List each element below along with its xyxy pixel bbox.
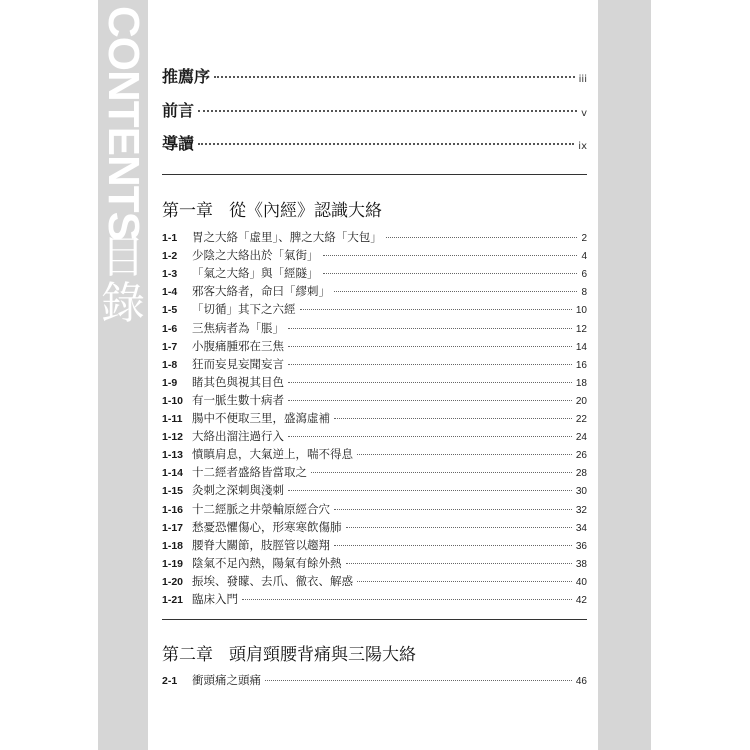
dot-leader <box>288 382 572 383</box>
front-matter-row[interactable] <box>162 98 587 121</box>
entry-title: 衝頭痛之頭痛 <box>192 673 261 687</box>
entry-title: 睹其色與視其目色 <box>192 374 284 389</box>
dot-leader <box>334 418 572 419</box>
page-number: 10 <box>575 305 587 317</box>
entry-title: 有一脈生數十病者 <box>192 392 284 407</box>
page-number: 34 <box>575 522 587 534</box>
entry-number: 1-10 <box>162 394 184 407</box>
entry-number: 1-17 <box>162 521 184 534</box>
entry-title: 三焦病者為「脹」 <box>192 320 284 335</box>
toc-entry[interactable] <box>162 555 587 571</box>
entry-title: 臨床入門 <box>192 592 238 606</box>
dot-leader <box>300 309 572 310</box>
toc-entry[interactable] <box>162 283 587 299</box>
page-number: 36 <box>575 540 587 552</box>
entry-number: 1-19 <box>162 557 184 570</box>
page-number: iii <box>578 74 587 85</box>
toc-entry[interactable] <box>162 446 587 462</box>
entry-title: 十二經者盛絡皆當取之 <box>192 465 307 480</box>
toc-entry[interactable] <box>162 591 587 607</box>
dot-leader <box>198 110 577 112</box>
entry-title: 陰氣不足內熱，陽氣有餘外熱 <box>192 555 342 570</box>
entry-title: 灸刺之深刺與淺刺 <box>192 483 284 498</box>
entry-title: 憤瞋肩息，大氣逆上，喘不得息 <box>192 447 353 462</box>
entry-title: 振埃、發矇、去爪、徹衣、解惑 <box>192 573 353 588</box>
page-number: 26 <box>575 450 587 462</box>
entry-title: 大絡出溜注過行入 <box>192 429 284 444</box>
front-matter-title: 導讀 <box>162 134 195 153</box>
dot-leader <box>311 472 572 473</box>
entry-title: 愁憂恐懼傷心，形寒寒飲傷肺 <box>192 519 342 534</box>
dot-leader <box>323 255 578 256</box>
page-number: 12 <box>575 323 587 335</box>
entry-number: 1-11 <box>162 413 183 425</box>
dot-leader <box>346 527 572 528</box>
chapter-title: 頭肩頸腰背痛與三陽大絡 <box>229 645 416 665</box>
toc-entry[interactable] <box>162 356 587 372</box>
page-number: 6 <box>581 269 587 281</box>
page-number: 14 <box>575 341 587 353</box>
page-margin-right <box>598 0 651 750</box>
entry-number: 1-14 <box>162 467 184 480</box>
page-number: ix <box>578 141 587 152</box>
entry-number: 1-7 <box>162 340 178 353</box>
toc-entry[interactable] <box>162 573 587 589</box>
dot-leader <box>288 328 572 329</box>
entry-number: 1-6 <box>162 322 178 335</box>
dot-leader <box>242 599 572 600</box>
page-number: 20 <box>575 395 587 407</box>
dot-leader <box>288 436 572 437</box>
toc-entry[interactable] <box>162 501 587 517</box>
entry-number: 1-20 <box>162 575 184 588</box>
entry-title: 腰脊大關節，肢脛管以趨翔 <box>192 537 330 552</box>
front-matter-title: 前言 <box>162 101 195 120</box>
chapter-number: 第二章 <box>162 645 213 665</box>
page-number: 18 <box>575 377 587 389</box>
dot-leader <box>357 581 572 582</box>
dot-leader <box>334 291 577 292</box>
entry-number: 1-1 <box>162 232 178 244</box>
page-number: 4 <box>581 251 587 263</box>
chapter-number: 第一章 <box>162 201 213 221</box>
mulu-char-1: 目 <box>101 232 145 283</box>
entry-number: 2-1 <box>162 675 178 687</box>
entry-number: 1-9 <box>162 376 178 389</box>
entry-title: 「氣之大絡」與「經隧」 <box>192 266 319 281</box>
dot-leader <box>198 143 574 145</box>
entry-title: 小腹痛腫邪在三焦 <box>192 338 284 353</box>
page-number: 32 <box>575 504 587 516</box>
entry-title: 「切循」其下之六經 <box>192 302 296 317</box>
dot-leader <box>288 490 572 491</box>
section-divider <box>162 619 587 620</box>
entry-number: 1-18 <box>162 539 184 552</box>
chapter-heading[interactable] <box>162 196 382 221</box>
mulu-heading <box>100 232 146 329</box>
dot-leader <box>288 346 572 347</box>
toc-entry[interactable] <box>162 265 587 281</box>
dot-leader <box>323 273 578 274</box>
toc-entry[interactable] <box>162 392 587 408</box>
dot-leader <box>334 509 572 510</box>
toc-entry[interactable] <box>162 537 587 553</box>
entry-title: 腸中不便取三里，盛瀉虛補 <box>192 411 330 425</box>
toc-entry[interactable] <box>162 482 587 498</box>
entry-number: 1-13 <box>162 449 184 462</box>
page-number: 38 <box>575 558 587 570</box>
dot-leader <box>288 364 572 365</box>
entry-number: 1-12 <box>162 431 184 444</box>
front-matter-row[interactable] <box>162 131 587 154</box>
dot-leader <box>357 454 572 455</box>
dot-leader <box>288 400 572 401</box>
entry-title: 少陰之大絡出於「氣街」 <box>192 248 319 263</box>
toc-entry[interactable] <box>162 672 587 688</box>
entry-number: 1-5 <box>162 304 178 317</box>
entry-title: 胃之大絡「虛里」、脾之大絡「大包」 <box>192 230 382 244</box>
chapter-heading[interactable] <box>162 640 416 665</box>
entry-number: 1-15 <box>162 485 184 498</box>
entry-number: 1-16 <box>162 503 184 516</box>
toc-entry[interactable] <box>162 301 587 317</box>
entry-number: 1-21 <box>162 594 184 606</box>
toc-entry[interactable] <box>162 464 587 480</box>
page-number: 8 <box>581 287 587 299</box>
toc-entry[interactable] <box>162 428 587 444</box>
page-number: 28 <box>575 468 587 480</box>
front-matter-row[interactable] <box>162 64 587 87</box>
page-number: 40 <box>575 576 587 588</box>
section-divider <box>162 174 587 175</box>
page-number: 42 <box>575 595 587 606</box>
page-number: v <box>581 108 587 119</box>
dot-leader <box>386 237 578 238</box>
entry-number: 1-3 <box>162 268 178 281</box>
entry-number: 1-8 <box>162 358 178 371</box>
dot-leader <box>346 563 572 564</box>
page-number: 30 <box>575 486 587 498</box>
entry-title: 狂而妄見妄聞妄言 <box>192 356 284 371</box>
page-number: 16 <box>575 359 587 371</box>
contents-heading: CONTENTS <box>99 6 148 240</box>
dot-leader <box>334 545 572 546</box>
entry-title: 十二經脈之井滎輸原經合穴 <box>192 501 330 516</box>
entry-title: 邪客大絡者，命曰「繆刺」 <box>192 284 330 299</box>
dot-leader <box>214 76 575 78</box>
toc-entry[interactable] <box>162 229 587 245</box>
entry-number: 1-2 <box>162 250 178 263</box>
page-number: 24 <box>575 432 587 444</box>
entry-number: 1-4 <box>162 286 178 299</box>
toc-entry[interactable] <box>162 374 587 390</box>
toc-entry[interactable] <box>162 519 587 535</box>
page-number: 46 <box>575 676 587 687</box>
toc-entry[interactable] <box>162 320 587 336</box>
front-matter-title: 推薦序 <box>162 67 211 86</box>
toc-entry[interactable] <box>162 338 587 354</box>
mulu-char-2: 錄 <box>101 278 145 329</box>
toc-entry[interactable] <box>162 410 587 426</box>
dot-leader <box>265 680 572 681</box>
chapter-title: 從《內經》認識大絡 <box>229 201 382 221</box>
page-number: 22 <box>575 414 587 425</box>
toc-entry[interactable] <box>162 247 587 263</box>
page-number: 2 <box>581 233 587 244</box>
